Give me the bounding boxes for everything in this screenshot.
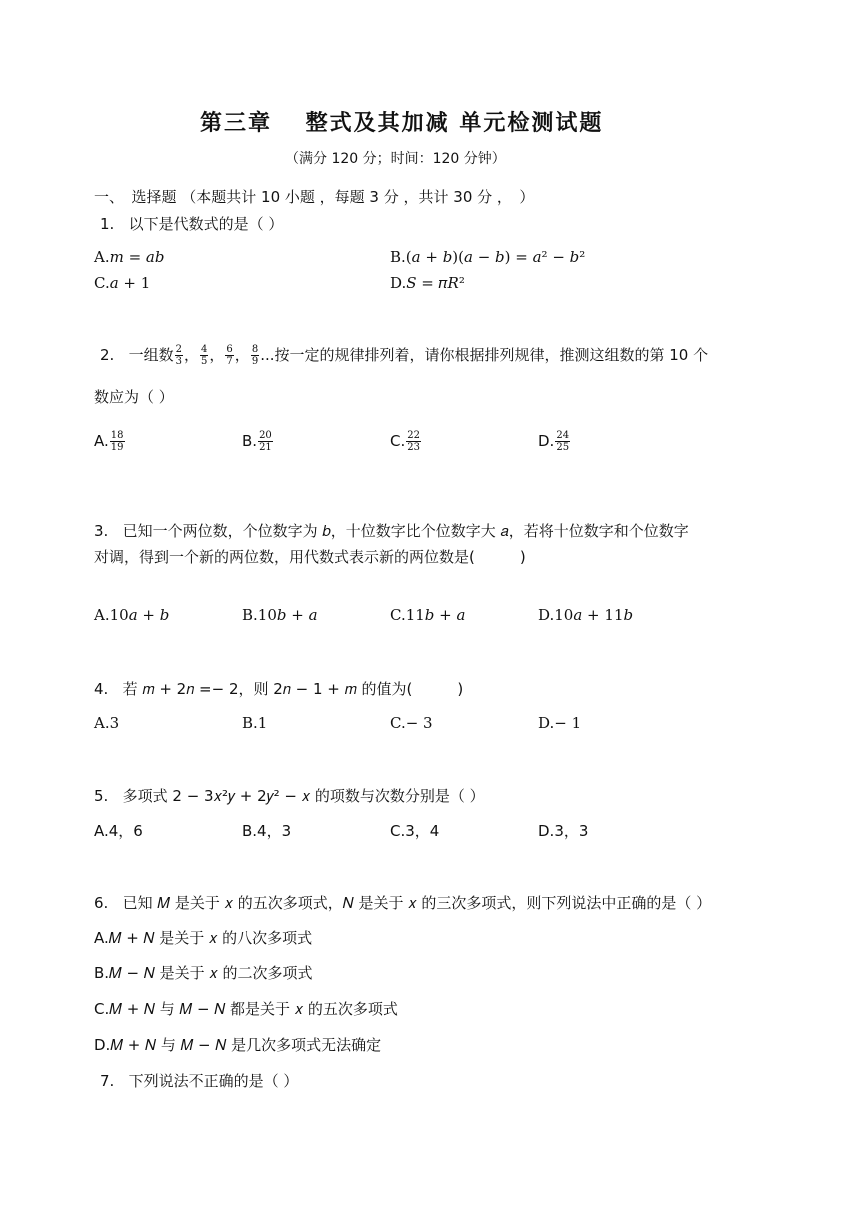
option-a: A.4，6 <box>94 822 143 840</box>
question-3 <box>94 520 689 541</box>
option-b: B.1 <box>242 714 268 732</box>
option-d: D.10𝑎 + 11𝑏 <box>538 606 634 624</box>
question-stem: 若 𝑚 + 2𝑛 =− 2，则 2𝑛 − 1 + 𝑚 的值为( ) <box>122 680 464 698</box>
question-stem: 以下是代数式的是（ ） <box>128 215 284 233</box>
question-4 <box>94 678 463 699</box>
question-number: 1. <box>100 215 115 233</box>
option-d: D.3，3 <box>538 822 589 840</box>
page-subtitle: （满分 120 分；时间：120 分钟） <box>285 151 506 167</box>
option-c: C.𝑀 + 𝑁 与 𝑀 − 𝑁 都是关于 𝑥 的五次多项式 <box>94 1000 398 1018</box>
question-stem-pre: 一组数 <box>128 346 174 364</box>
option-c: C. $\frac{22}{23}$ <box>390 430 420 453</box>
option-c: C.11𝑏 + 𝑎 <box>390 606 466 624</box>
question-stem-line2: 对调，得到一个新的两位数，用代数式表示新的两位数是( ) <box>94 548 526 566</box>
question-5 <box>94 785 485 806</box>
option-c: C.𝑎 + 1 <box>94 274 151 292</box>
question-number: 3. <box>94 522 109 540</box>
question-1 <box>100 213 283 234</box>
fraction: $\frac{8}{9}$ <box>251 344 259 367</box>
question-number: 4. <box>94 680 109 698</box>
option-a: A. $\frac{18}{19}$ <box>94 430 124 453</box>
fraction: $\frac{4}{5}$ <box>201 344 208 367</box>
option-c: C.− 3 <box>390 714 433 732</box>
question-stem: 已知一个两位数，个位数字为 𝑏，十位数字比个位数字大 𝑎，若将十位数字和个位数字 <box>122 522 689 540</box>
option-a: A.𝑀 + 𝑁 是关于 𝑥 的八次多项式 <box>94 929 313 947</box>
question-number: 5. <box>94 787 109 805</box>
option-d: D. $\frac{24}{25}$ <box>538 430 570 453</box>
option-a: A.10𝑎 + 𝑏 <box>94 606 170 624</box>
question-number: 7. <box>100 1072 115 1090</box>
question-number: 2. <box>100 346 115 364</box>
option-b: B.(𝑎 + 𝑏)(𝑎 − 𝑏) = 𝑎² − 𝑏² <box>390 248 586 266</box>
option-d: D.𝑆 = 𝜋𝑅² <box>390 274 465 292</box>
option-b: B.10𝑏 + 𝑎 <box>242 606 318 624</box>
option-a: A.3 <box>94 714 120 732</box>
option-b: B.𝑀 − 𝑁 是关于 𝑥 的二次多项式 <box>94 964 313 982</box>
option-d: D.𝑀 + 𝑁 与 𝑀 − 𝑁 是几次多项式无法确定 <box>94 1036 382 1054</box>
question-2: 2. 一组数 $\frac{2}{3}$ ， $\frac{4}{5}$ ， $\frac{6}{7}$ ， $\frac{8}{9}$ ...按一定的规律排列着，请你根据排列规律，推测这组数的第 10 个 <box>100 344 709 367</box>
question-stem: 下列说法不正确的是（ ） <box>128 1072 299 1090</box>
page-title: 第三章 整式及其加减 单元检测试题 <box>200 111 604 136</box>
option-b: B.4，3 <box>242 822 292 840</box>
question-stem: 多项式 2 − 3𝑥²𝑦 + 2𝑦² − 𝑥 的项数与次数分别是（ ） <box>122 787 485 805</box>
question-number: 6. <box>94 894 109 912</box>
question-stem: 已知 𝑀 是关于 𝑥 的五次多项式，𝑁 是关于 𝑥 的三次多项式，则下列说法中正确的是（ ） <box>122 894 712 912</box>
section-heading: 一、 选择题 （本题共计 10 小题 ，每题 3 分 ，共计 30 分 ， ） <box>94 188 535 206</box>
option-c: C.3，4 <box>390 822 440 840</box>
question-stem-line2: 数应为（ ） <box>94 388 174 406</box>
question-6 <box>94 892 711 913</box>
question-stem-post: ...按一定的规律排列着，请你根据排列规律，推测这组数的第 10 个 <box>260 346 709 364</box>
question-7 <box>100 1070 298 1091</box>
option-a: A.𝑚 = 𝑎𝑏 <box>94 248 165 266</box>
fraction: $\frac{2}{3}$ <box>175 344 183 367</box>
option-b: B. $\frac{20}{21}$ <box>242 430 272 453</box>
option-d: D.− 1 <box>538 714 582 732</box>
fraction: $\frac{6}{7}$ <box>226 344 233 367</box>
